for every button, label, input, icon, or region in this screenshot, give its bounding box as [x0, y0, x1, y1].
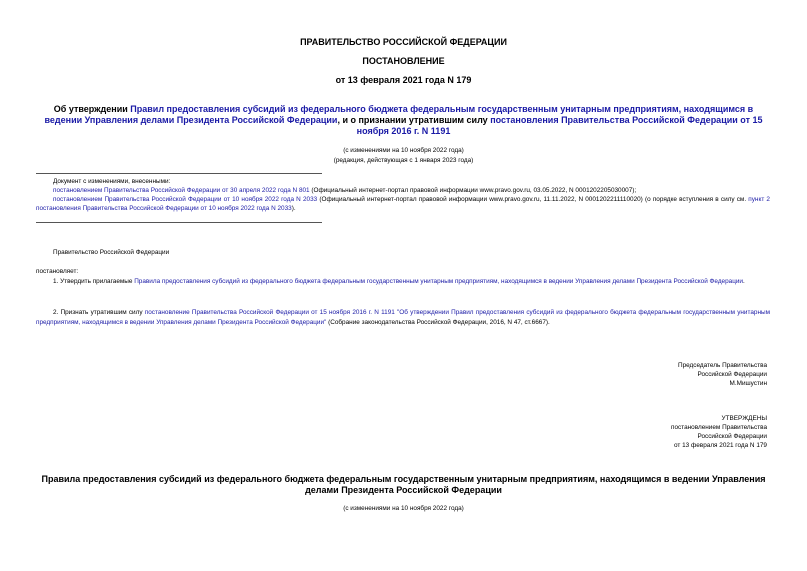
signature-name: М.Мишустин	[729, 380, 767, 387]
p1-end: .	[743, 278, 745, 285]
change-link-2033-point2[interactable]: пункт 2 постановления Правительства Российской Федерации от 10 ноября 2022 года N 2033	[36, 196, 770, 212]
title-decree-1191-link[interactable]: постановления Правительства Российской Федерации от 15 ноября 2016 г. N 1191	[356, 115, 763, 136]
change-item-2-end: ).	[291, 205, 296, 212]
government-label: Правительство Российской Федерации	[53, 249, 170, 256]
p2-start: 2. Признать утратившим силу	[53, 309, 145, 316]
change-item-2-text: (Официальный интернет-портал правовой информации www.pravo.gov.ru, 11.11.2022, N 0001202211110020) (о порядке вступления в силу см.	[317, 196, 749, 203]
changes-item-2	[36, 195, 770, 213]
divider-bottom	[36, 222, 322, 223]
p2-decree-link[interactable]: постановление Правительства Российской Федерации от 15 ноября 2016 г. N 1191 "Об утверждении Правил предоставления субсидий из федерального бюджета федеральным государственным унитарным предприятиям, находящимся в ведении Управления делами Президента Российской Федерации"	[36, 309, 770, 326]
rules-title: Правила предоставления субсидий из федерального бюджета федеральным государственным унитарным предприятиям, находящимся в ведении Управления делами Президента Российской Федерации	[41, 474, 766, 495]
change-item-1-text: (Официальный интернет-портал правовой информации www.pravo.gov.ru, 03.05.2022, N 0001202205030007);	[309, 187, 637, 194]
title-middle: , и о признании утратившим силу	[337, 115, 491, 125]
divider-top	[36, 173, 322, 174]
approved-label: УТВЕРЖДЕНЫ	[721, 415, 767, 422]
approved-country: Российской Федерации	[697, 433, 767, 440]
amendment-note: (с изменениями на 10 ноября 2022 года)	[343, 147, 464, 154]
doc-type-heading: ПОСТАНОВЛЕНИЕ	[362, 56, 445, 66]
document-title	[36, 104, 771, 137]
change-link-801[interactable]: постановлением Правительства Российской Федерации от 30 апреля 2022 года N 801	[53, 187, 310, 194]
paragraph-2	[36, 308, 770, 327]
title-rules-link[interactable]: Правил предоставления субсидий из федерального бюджета федеральным государственным унитарным предприятиям, находящимся в ведении Управления делами Президента Российской Федерации	[44, 104, 754, 125]
changes-item-1	[53, 186, 770, 195]
paragraph-1	[36, 277, 770, 287]
authority-heading: ПРАВИТЕЛЬСТВО РОССИЙСКОЙ ФЕДЕРАЦИИ	[300, 37, 507, 47]
edition-note: (редакция, действующая с 1 января 2023 года)	[333, 157, 474, 164]
p1-rules-link[interactable]: Правила предоставления субсидий из федерального бюджета федеральным государственным унитарным предприятиям, находящимся в ведении Управления делами Президента Российской Федерации	[134, 278, 744, 285]
title-prefix: Об утверждении	[53, 104, 131, 114]
changes-heading: Документ с изменениями, внесенными:	[53, 178, 171, 185]
approved-date: от 13 февраля 2021 года N 179	[674, 442, 767, 449]
signature-block	[678, 361, 767, 388]
signature-position: Председатель Правительства	[678, 362, 767, 369]
approved-by: постановлением Правительства	[671, 424, 767, 431]
doc-date-number: от 13 февраля 2021 года N 179	[335, 75, 472, 85]
change-link-2033[interactable]: постановлением Правительства Российской Федерации от 10 ноября 2022 года N 2033	[53, 196, 318, 203]
approved-block	[671, 414, 767, 450]
p1-start: 1. Утвердить прилагаемые	[53, 278, 135, 285]
rules-amendment-note: (с изменениями на 10 ноября 2022 года)	[343, 505, 464, 512]
decree-verb: постановляет:	[36, 268, 79, 275]
signature-country: Российской Федерации	[697, 371, 767, 378]
p2-end: (Собрание законодательства Российской Федерации, 2016, N 47, ст.6667).	[326, 318, 550, 326]
